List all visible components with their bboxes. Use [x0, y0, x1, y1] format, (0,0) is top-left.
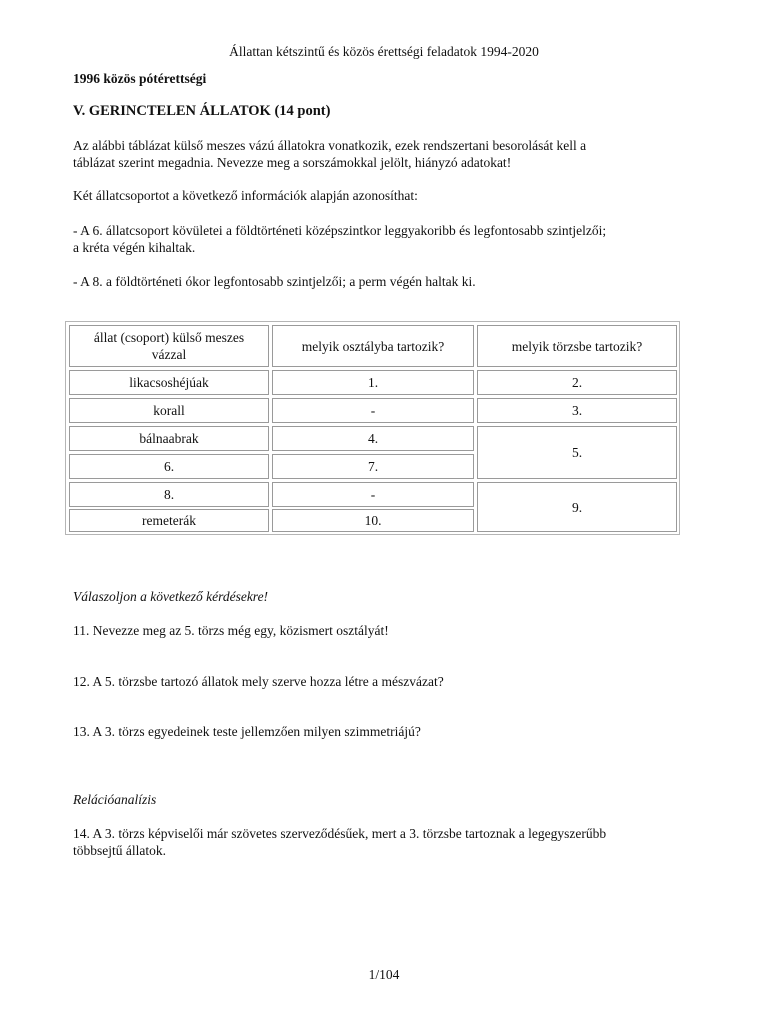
running-header: Állattan kétszintű és közös érettségi feladatok 1994-2020	[229, 44, 539, 59]
table-cell-merged: 9.	[477, 482, 677, 532]
table-cell-merged: 5.	[477, 426, 677, 479]
table-cell: 1.	[272, 370, 474, 395]
table-cell: remeterák	[69, 509, 269, 532]
table-cell: korall	[69, 398, 269, 423]
question-12: 12. A 5. törzsbe tartozó állatok mely szerve hozza létre a mészvázat?	[73, 674, 444, 689]
question-11: 11. Nevezze meg az 5. törzs még egy, közismert osztályát!	[73, 623, 389, 638]
table-header-animal: állat (csoport) külső meszes vázzal	[69, 325, 269, 367]
table-cell: 8.	[69, 482, 269, 507]
table-cell: 4.	[272, 426, 474, 451]
intro-line-1: Az alábbi táblázat külső meszes vázú állatokra vonatkozik, ezek rendszertani besorolását kell a	[73, 138, 587, 153]
classification-table	[65, 321, 680, 535]
table-cell: 7.	[272, 454, 474, 479]
answer-prompt: Válaszoljon a következő kérdésekre!	[73, 589, 269, 604]
table-header-class: melyik osztályba tartozik?	[272, 325, 474, 367]
table-cell: bálnaabrak	[69, 426, 269, 451]
question-14-line-2: többsejtű állatok.	[73, 843, 166, 858]
table-cell: 10.	[272, 509, 474, 532]
hint-6-line-1: - A 6. állatcsoport kövületei a földtörténeti középszintkor leggyakoribb és legfontosabb szintjelzői;	[73, 223, 607, 238]
hint-8-text: - A 8. a földtörténeti ókor legfontosabb szintjelzői; a perm végén haltak ki.	[73, 274, 476, 289]
relation-analysis-title: Relációanalízis	[73, 792, 157, 807]
question-14-line-1: 14. A 3. törzs képviselői már szövetes szerveződésűek, mert a 3. törzsbe tartoznak a legegyszerűbb	[73, 826, 607, 841]
question-13: 13. A 3. törzs egyedeinek teste jellemzően milyen szimmetriájú?	[73, 724, 421, 739]
section-title: V. GERINCTELEN ÁLLATOK (14 pont)	[73, 103, 331, 119]
hint-6-line-2: a kréta végén kihaltak.	[73, 240, 196, 255]
intro-line-2: táblázat szerint megadnia. Nevezze meg a sorszámokkal jelölt, hiányzó adatokat!	[73, 155, 512, 170]
page-number: 1/104	[368, 967, 400, 982]
table-cell: 2.	[477, 370, 677, 395]
table-header-phylum: melyik törzsbe tartozik?	[477, 325, 677, 367]
table-cell: 6.	[69, 454, 269, 479]
table-cell: likacsoshéjúak	[69, 370, 269, 395]
exam-title: 1996 közös pótérettségi	[73, 71, 207, 86]
identify-text: Két állatcsoportot a következő információk alapján azonosíthat:	[73, 188, 418, 203]
table-cell: -	[272, 398, 474, 423]
table-cell: 3.	[477, 398, 677, 423]
table-cell: -	[272, 482, 474, 507]
